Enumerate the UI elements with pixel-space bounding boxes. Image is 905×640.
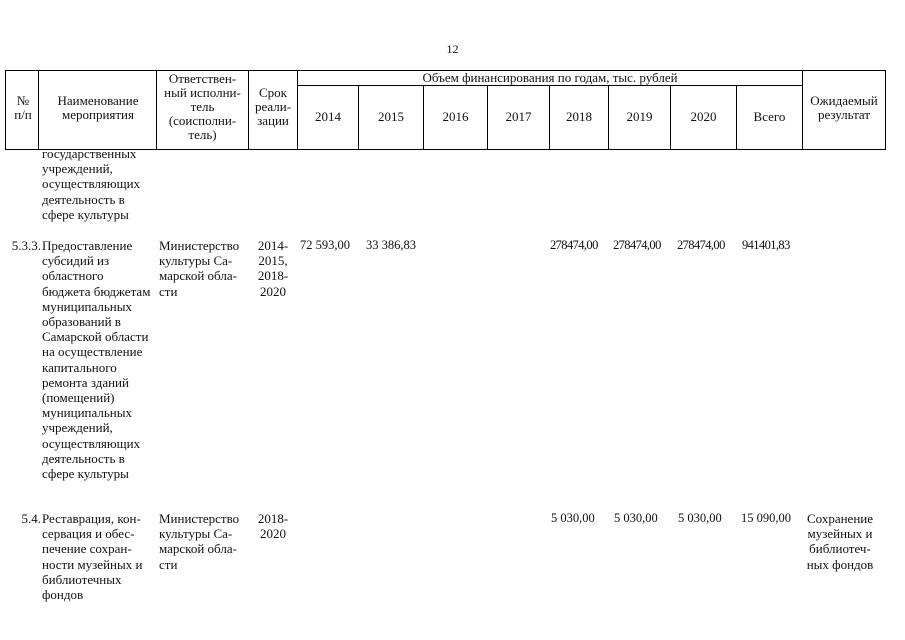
header-year-2018: 2018 bbox=[566, 109, 592, 124]
header-result: Ожидаемый результат bbox=[810, 93, 878, 122]
row-5-3-3-value-2020: 278474,00 bbox=[677, 238, 725, 252]
row-5-3-3-number: 5.3.3. bbox=[11, 238, 41, 253]
row-5-3-3-responsible: Министерство культуры Са-марской обла-сти bbox=[159, 238, 240, 299]
header-year-2015: 2015 bbox=[378, 109, 404, 124]
row-5-4-value-2020: 5 030,00 bbox=[678, 511, 722, 525]
row-5-3-3-value-2019: 278474,00 bbox=[613, 238, 661, 252]
header-year-2017: 2017 bbox=[505, 109, 532, 124]
header-year-2014: 2014 bbox=[315, 109, 341, 124]
row-5-4-term: 2018-2020 bbox=[257, 511, 289, 542]
row-5-3-3-value-2014: 72 593,00 bbox=[300, 238, 350, 252]
row-5-3-3-term: 2014-2015, 2018-2020 bbox=[257, 238, 289, 299]
header-name: Наименование мероприятия bbox=[57, 93, 139, 122]
row-5-3-3-name: Предоставление субсидий из областного бюджета бюджетам муниципальных образований в Самарской области на осуществление капитального ремонта зданий (помещений) муниципальных учреждений, осуществляющих деятельность в сфере культуры bbox=[42, 238, 151, 482]
row-5-4-name: Реставрация, кон-сервация и обес-печение сохран-ности музейных и библиотечных фондов bbox=[42, 511, 143, 603]
row-5-3-3-value-2015: 33 386,83 bbox=[366, 238, 416, 252]
table-header bbox=[5, 70, 886, 150]
row-5-4-number: 5.4. bbox=[21, 511, 41, 526]
header-responsible: Ответствен-ный исполни-тель (соисполни-тель) bbox=[164, 71, 241, 142]
page-number: 12 bbox=[446, 42, 459, 56]
header-total: Всего bbox=[753, 109, 786, 124]
row-5-3-3-value-2018: 278474,00 bbox=[550, 238, 598, 252]
table-row-continuation-name: государственных учреждений, осуществляющих деятельность в сфере культуры bbox=[42, 146, 141, 222]
row-5-4-result: Сохранение музейных и библиотеч-ных фондов bbox=[806, 511, 874, 572]
header-year-2019: 2019 bbox=[626, 109, 653, 124]
row-5-4-total: 15 090,00 bbox=[741, 511, 791, 525]
row-5-4-responsible: Министерство культуры Са-марской обла-сти bbox=[159, 511, 240, 572]
header-number: № п/п bbox=[14, 93, 32, 122]
row-5-4-value-2018: 5 030,00 bbox=[551, 511, 595, 525]
row-5-4-value-2019: 5 030,00 bbox=[614, 511, 658, 525]
header-term: Срок реали-зации bbox=[254, 85, 292, 128]
header-financing: Объем финансирования по годам, тыс. рублей bbox=[422, 70, 678, 85]
row-5-3-3-total: 941401,83 bbox=[742, 238, 790, 252]
header-year-2020: 2020 bbox=[690, 109, 717, 124]
header-year-2016: 2016 bbox=[442, 109, 469, 124]
